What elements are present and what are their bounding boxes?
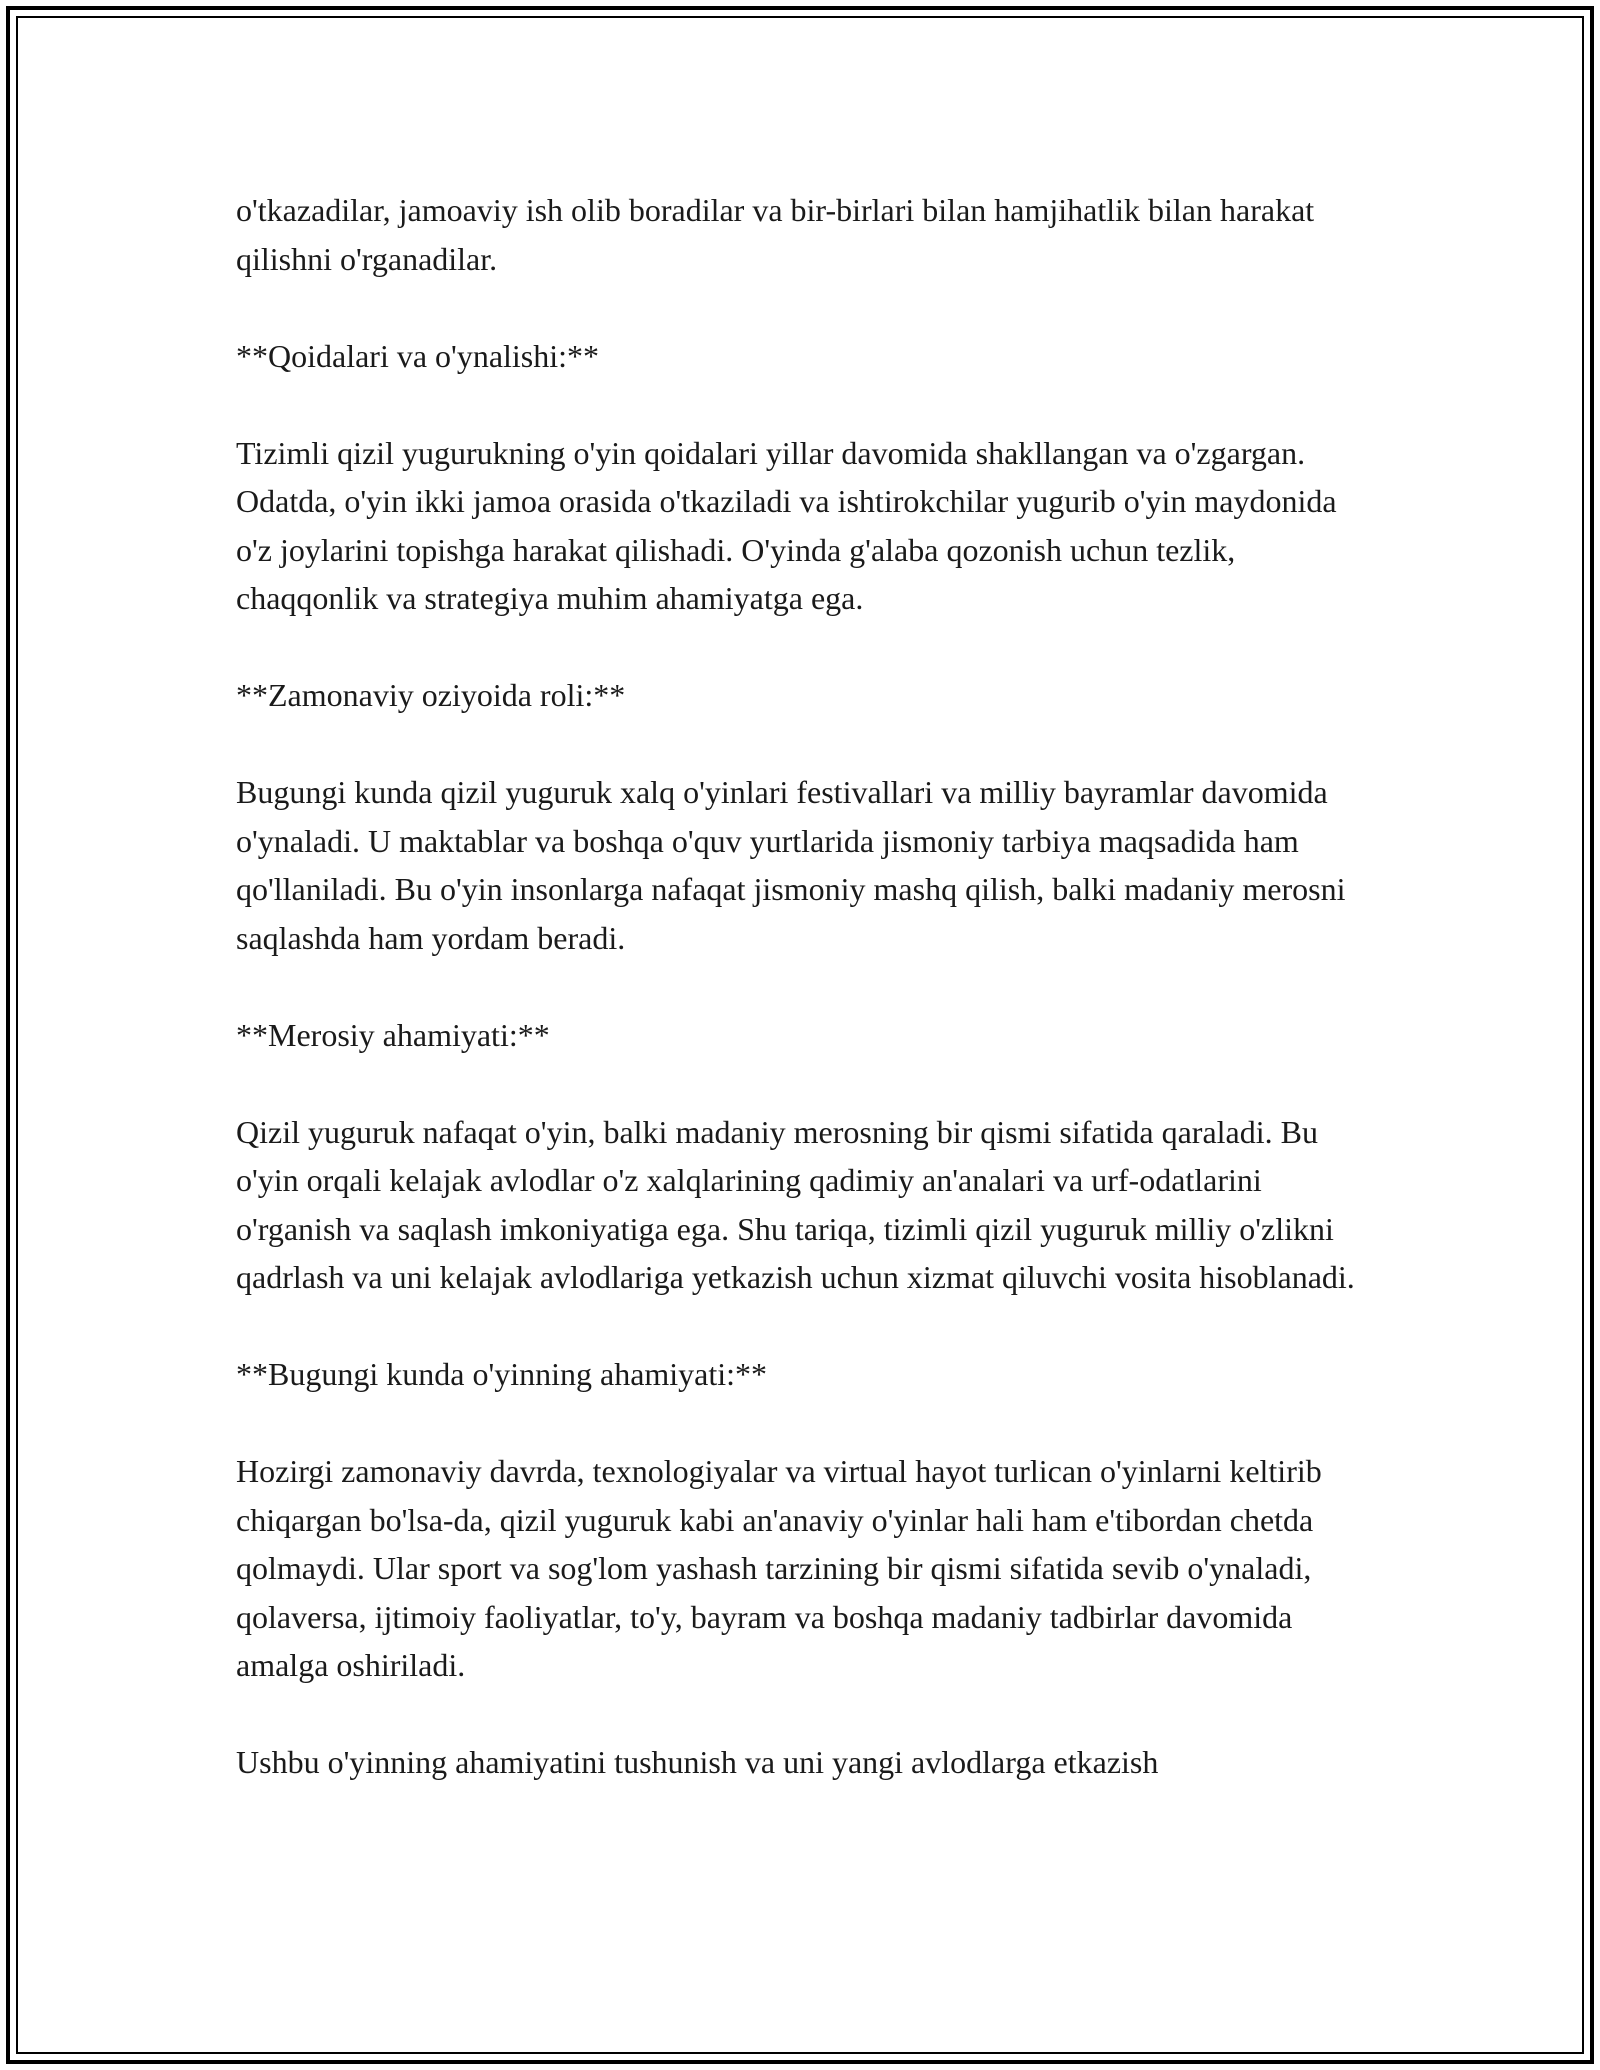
- heading-rules: **Qoidalari va o'ynalishi:**: [236, 337, 600, 374]
- heading-heritage: **Merosiy ahamiyati:**: [236, 1016, 550, 1053]
- heading-today: **Bugungi kunda o'yinning ahamiyati:**: [236, 1356, 768, 1392]
- paragraph-intro-continuation: o'tkazadilar, jamoaviy ish olib boradilar va bir-birlari bilan hamjihatlik bilan harakat qilishni o'rganadilar.: [236, 192, 1315, 277]
- paragraph-modern-role: Bugungi kunda qizil yuguruk xalq o'yinlari festivallari va milliy bayramlar davomida o'ynaladi. U maktablar va boshqa o'quv yurtlarida jismoniy tarbiya maqsadida ham qo'llaniladi. Bu o'yin insonlarga nafaqat jismoniy mashq qilish, balki madaniy merosni saqlashda ham yordam beradi.: [236, 774, 1346, 956]
- paragraph-today: Hozirgi zamonaviy davrda, texnologiyalar va virtual hayot turlican o'yinlarni keltirib chiqargan bo'lsa-da, qizil yuguruk kabi an'anaviy o'yinlar hali ham e'tibordan chetda qolmaydi. Ular sport va sog'lom yashash tarzining bir qismi sifatida sevib o'ynaladi, qolaversa, ijtimoiy faoliyatlar, to'y, bayram va boshqa madaniy tadbirlar davomida amalga oshiriladi.: [236, 1453, 1322, 1683]
- paragraph-closing: Ushbu o'yinning ahamiyatini tushunish va uni yangi avlodlarga etkazish: [236, 1744, 1159, 1780]
- paragraph-rules: Tizimli qizil yugurukning o'yin qoidalari yillar davomida shakllangan va o'zgargan. Odatda, o'yin ikki jamoa orasida o'tkaziladi va ishtirokchilar yugurib o'yin maydonida o'z joylarini topishga harakat qilishadi. O'yinda g'alaba qozonish uchun tezlik, chaqqonlik va strategiya muhim ahamiyatga ega.: [236, 434, 1337, 616]
- document-body: [236, 186, 1376, 1787]
- heading-modern-role: **Zamonaviy oziyoida roli:**: [236, 677, 626, 713]
- paragraph-heritage: Qizil yuguruk nafaqat o'yin, balki madaniy merosning bir qismi sifatida qaraladi. Bu o'yin orqali kelajak avlodlar o'z xalqlarining qadimiy an'analari va urf-odatlarini o'rganish va saqlash imkoniyatiga ega. Shu tariqa, tizimli qizil yuguruk milliy o'zlikni qadrlash va uni kelajak avlodlariga yetkazish uchun xizmat qiluvchi vosita hisoblanadi.: [236, 1113, 1355, 1295]
